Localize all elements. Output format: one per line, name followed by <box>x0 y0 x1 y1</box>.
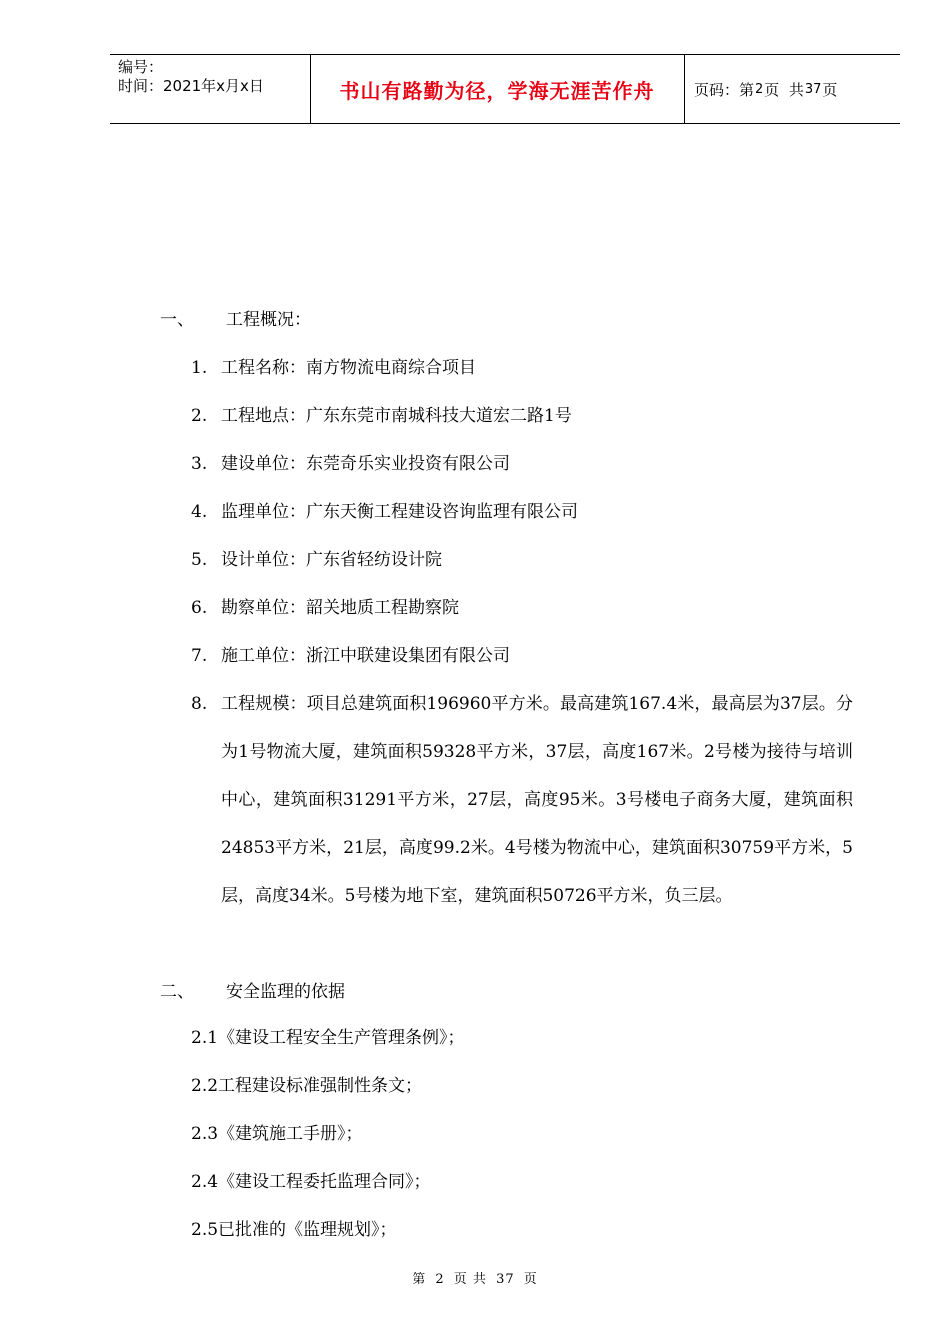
footer-prefix: 第 <box>412 1272 427 1287</box>
item-number: 4. <box>191 502 208 522</box>
page-total: 37 <box>804 81 822 97</box>
basis-item: 2.2工程建设标准强制性条文； <box>191 1076 423 1096</box>
footer-total: 37 <box>496 1272 515 1287</box>
item-number: 7. <box>191 646 208 666</box>
section-title: 工程概况： <box>226 310 311 330</box>
list-item <box>191 598 459 618</box>
list-item <box>191 406 572 426</box>
item-text: 施工单位：浙江中联建设集团有限公司 <box>221 646 510 666</box>
header-page-number <box>694 55 837 123</box>
project-scale-paragraph: 工程规模：项目总建筑面积196960平方米。最高建筑167.4米，最高层为37层。分为1号物流大厦，建筑面积59328平方米，37层，高度167米。2号楼为接待与培训中心，建筑面积31291平方米，27层，高度95米。3号楼电子商务大厦，建筑面积24853平方米，21层，高度99.2米。4号楼为物流中心，建筑面积30759平方米，5层，高度34米。5号楼为地下室，建筑面积50726平方米，负三层。 <box>221 694 853 906</box>
basis-item: 2.5已批准的《监理规划》； <box>191 1220 397 1240</box>
item-text: 建设单位：东莞奇乐实业投资有限公司 <box>221 454 510 474</box>
header-divider <box>684 55 685 123</box>
section-heading <box>160 310 311 330</box>
basis-item: 2.3《建筑施工手册》； <box>191 1124 363 1144</box>
page-prefix: 页码：第 <box>694 80 755 99</box>
item-number: 2. <box>191 406 208 426</box>
item-number: 1. <box>191 358 208 378</box>
list-item <box>191 550 442 570</box>
section-number: 一、 <box>160 310 194 330</box>
section-heading <box>160 982 345 1002</box>
footer-suffix: 页 <box>523 1272 538 1287</box>
time-label: 时间：2021年x月x日 <box>118 77 264 95</box>
item-text: 设计单位：广东省轻纺设计院 <box>221 550 442 570</box>
item-number: 8. <box>191 694 208 714</box>
list-item <box>191 358 476 378</box>
page-current: 2 <box>755 81 764 97</box>
footer-mid: 页 共 <box>453 1272 487 1287</box>
item-text: 工程地点：广东东莞市南城科技大道宏二路1号 <box>221 406 572 426</box>
basis-item: 2.4《建设工程委托监理合同》； <box>191 1172 431 1192</box>
list-item <box>191 502 578 522</box>
item-text: 勘察单位：韶关地质工程勘察院 <box>221 598 459 618</box>
page-mid: 页 共 <box>764 80 804 99</box>
list-item <box>191 454 510 474</box>
item-text: 工程名称：南方物流电商综合项目 <box>221 358 476 378</box>
section-number: 二、 <box>160 982 194 1002</box>
page-footer <box>0 1268 950 1287</box>
item-text: 监理单位：广东天衡工程建设咨询监理有限公司 <box>221 502 578 522</box>
header-meta <box>118 58 264 96</box>
item-number: 3. <box>191 454 208 474</box>
section-title: 安全监理的依据 <box>226 982 345 1002</box>
footer-current: 2 <box>435 1272 445 1287</box>
list-item <box>191 646 510 666</box>
page-header <box>110 54 900 124</box>
basis-item: 2.1《建设工程安全生产管理条例》； <box>191 1028 465 1048</box>
serial-label: 编号： <box>118 58 164 76</box>
page-suffix: 页 <box>822 80 838 99</box>
item-number: 5. <box>191 550 208 570</box>
header-motto: 书山有路勤为径，学海无涯苦作舟 <box>339 78 655 103</box>
item-number: 6. <box>191 598 208 618</box>
